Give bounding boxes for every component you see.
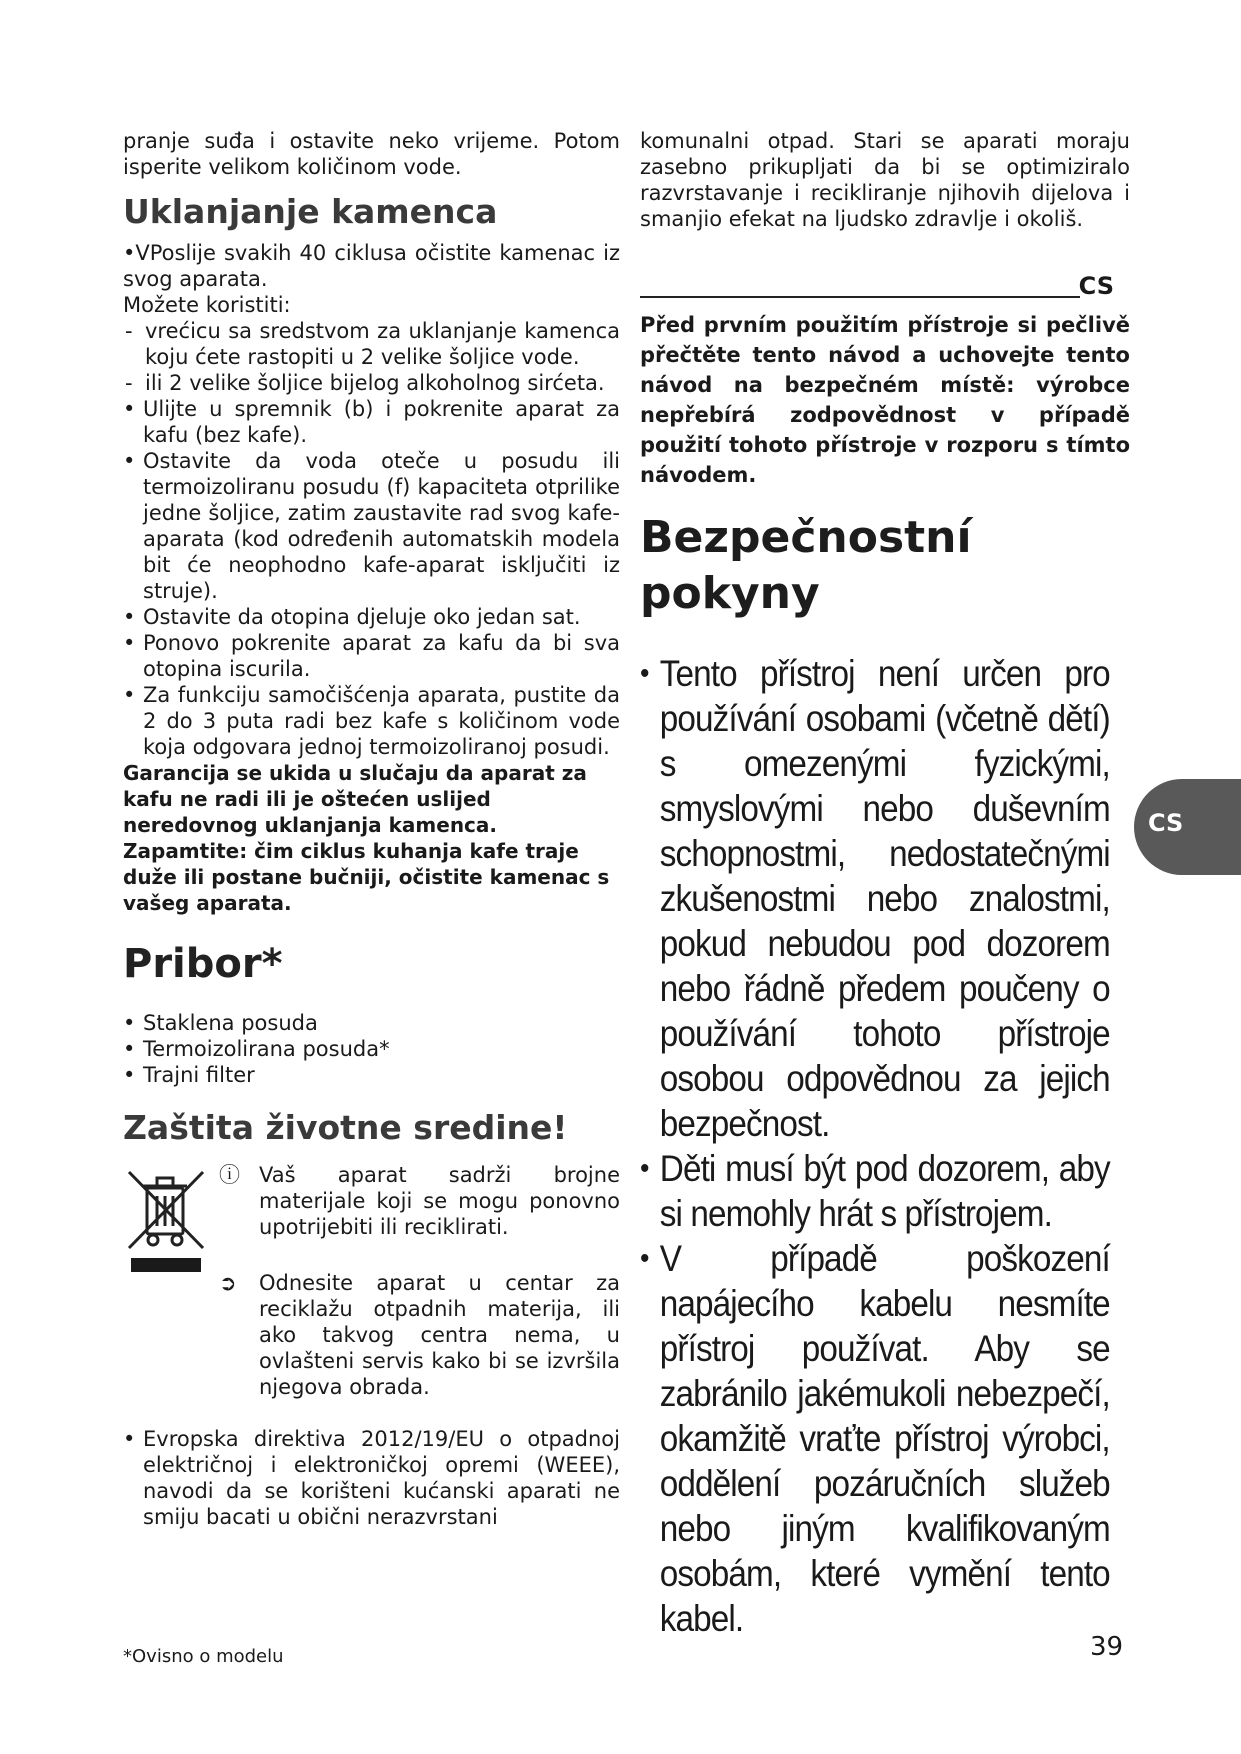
- weee-info: [219, 1162, 620, 1240]
- footnote: *Ovisno o modelu: [123, 1646, 284, 1667]
- steps-list: [123, 396, 620, 760]
- intro-text: pranje suđa i ostavite neko vrijeme. Potom isperite velikom količinom vode.: [123, 129, 620, 179]
- weee-recycle-text: Odnesite aparat u centar za reciklažu otpadnih materija, ili ako takvog centra nema, u ovlašteni servis kako bi se izvršila njegova obrada.: [259, 1271, 620, 1399]
- list-item: • Termoizolirana posuda*: [123, 1036, 620, 1062]
- page-number: 39: [1090, 1632, 1124, 1662]
- list-item: • V případě poškození napájecího kabelu nesmíte přístroj používat. Aby se zabránilo jakémukoli nebezpečí, okamžitě vraťte přístroj výrobci, oddělení pozáručních služeb nebo jiným kvalifikovaným osobám, které vymění tento kabel.: [640, 1236, 1110, 1641]
- weee-recycle: [219, 1270, 620, 1400]
- right-column: [640, 128, 1130, 1641]
- list-item: • Děti musí být pod dozorem, aby si nemohly hrát s přístrojem.: [640, 1146, 1110, 1236]
- list-item: • Trajni filter: [123, 1062, 620, 1088]
- list-item: - ili 2 velike šoljice bijelog alkoholnog sirćeta.: [123, 370, 620, 396]
- list-item: • Ulijte u spremnik (b) i pokrenite aparat za kafu (bez kafe).: [123, 396, 620, 448]
- descale-first: •VPoslije svakih 40 ciklusa očistite kamenac iz svog aparata.: [123, 241, 620, 291]
- language-tab: [1134, 779, 1241, 875]
- continuation-text: komunalni otpad. Stari se aparati moraju zasebno prikupljati da bi se optimiziralo razvrstavanje i recikliranje njihovih dijelova i smanjio efekat na ljudsko zdravlje i okoliš.: [640, 129, 1130, 231]
- accessories-list: [123, 1010, 620, 1088]
- language-code: CS: [1078, 272, 1114, 300]
- descale-heading: Uklanjanje kamenca: [123, 192, 498, 231]
- list-item: - vrećicu sa sredstvom za uklanjanje kamenca koju ćete rastopiti u 2 velike šoljice vode.: [123, 318, 620, 370]
- warranty-note: Garancija se ukida u slučaju da aparat za kafu ne radi ili je oštećen uslijed neredovnog uklanjanja kamenca.: [123, 761, 587, 837]
- remember-note: Zapamtite: čim ciklus kuhanja kafe traje duže ili postane bučniji, očistite kamenac s vašeg aparata.: [123, 839, 610, 915]
- list-item: • Evropska direktiva 2012/19/EU o otpadnoj električnoj i elektroničkoj opremi (WEEE), navodi da se korišteni kućanski aparati ne smiju bacati u obični nerazvrstani: [123, 1426, 620, 1530]
- cs-intro-text: Před prvním použitím přístroje si pečlivě přečtěte tento návod a uchovejte tento návod na bezpečném místě: výrobce nepřebírá zodpovědnost v případě použití tohoto přístroje v rozporu s tímto návodem.: [640, 313, 1130, 487]
- directive-list: [123, 1426, 620, 1530]
- language-tab-label: CS: [1148, 809, 1184, 837]
- language-divider: [640, 266, 1114, 300]
- safety-heading: Bezpečnostní pokyny: [640, 512, 972, 619]
- can-use-text: Možete koristiti:: [123, 293, 291, 317]
- info-icon: ⓘ: [219, 1163, 240, 1187]
- list-item: • Ostavite da voda oteče u posudu ili termoizoliranu posudu (f) kapaciteta otprilike jedne šoljice, zatim zaustavite rad svog kafe-aparata (kod određenih automatskih modela bit će neophodno kafe-aparat isključiti iz struje).: [123, 448, 620, 604]
- list-item: • Ponovo pokrenite aparat za kafu da bi sva otopina iscurila.: [123, 630, 620, 682]
- crossed-bin-icon: [123, 1166, 209, 1276]
- arrow-icon: ➲: [219, 1271, 237, 1295]
- list-item: • Za funkciju samočišćenja aparata, pustite da 2 do 3 puta radi bez kafe s količinom vode koja odgovara jednoj termoizoliranoj posudi.: [123, 682, 620, 760]
- environment-heading: Zaštita životne sredine!: [123, 1108, 568, 1147]
- weee-info-text: Vaš aparat sadrži brojne materijale koji se mogu ponovno upotrijebiti ili reciklirati.: [259, 1163, 620, 1239]
- list-item: • Ostavite da otopina djeluje oko jedan sat.: [123, 604, 620, 630]
- accessories-heading: Pribor*: [123, 941, 283, 987]
- left-column: [123, 128, 620, 1530]
- weee-block: [123, 1162, 620, 1426]
- safety-list: [640, 651, 1130, 1641]
- list-item: • Staklena posuda: [123, 1010, 620, 1036]
- list-item: • Tento přístroj není určen pro používání osobami (včetně dětí) s omezenými fyzickými, smyslovými nebo duševním schopnostmi, nedostatečnými zkušenostmi nebo znalostmi, pokud nebudou pod dozorem nebo řádně předem poučeny o používání tohoto přístroje osobou odpovědnou za jejich bezpečnost.: [640, 651, 1110, 1146]
- dash-list: [123, 318, 620, 396]
